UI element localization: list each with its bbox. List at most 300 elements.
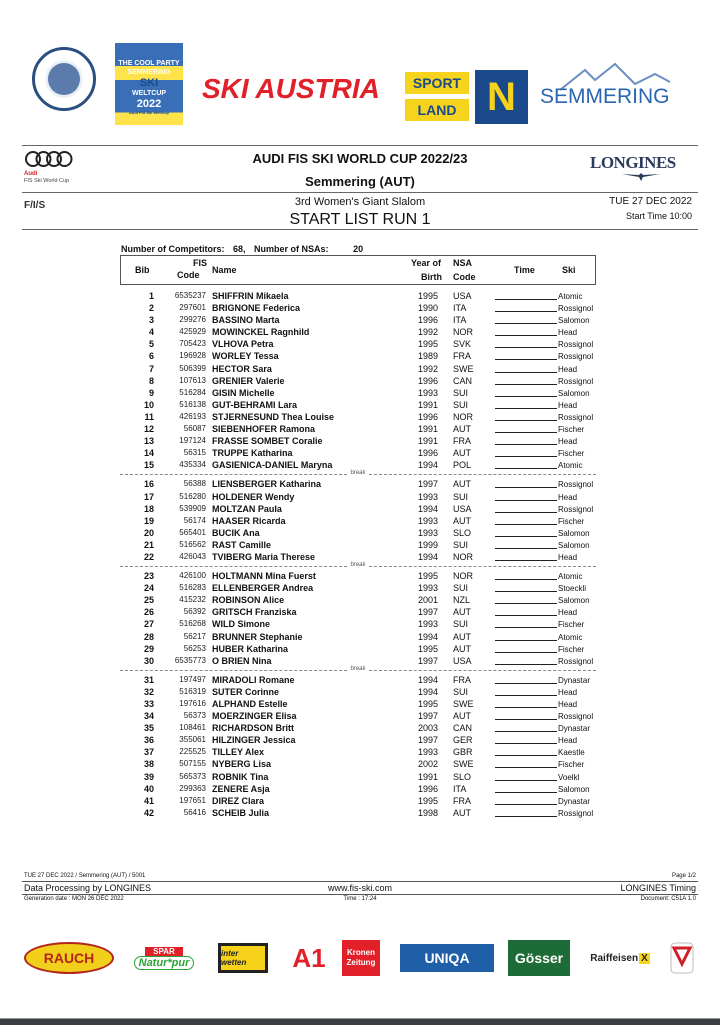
header-rule-top [22, 145, 698, 146]
year-of-birth-cell: 1995 [418, 795, 439, 806]
cool-party-line: WELTCUP [131, 90, 167, 97]
time-blank-line [495, 603, 557, 604]
bib-cell: 19 [143, 515, 154, 526]
name-cell: SUTER Corinne [212, 686, 280, 697]
table-row [120, 631, 596, 643]
nsa-code-cell: SUI [453, 387, 469, 398]
break-separator [120, 471, 596, 478]
bib-cell: 39 [143, 771, 154, 782]
raiffeisen-label: Raiffeisen [590, 952, 639, 964]
year-of-birth-cell: 1994 [418, 631, 439, 642]
ski-brand-cell: Rossignol [558, 376, 594, 386]
year-of-birth-cell: 1997 [418, 735, 439, 746]
rauch-logo: RAUCH [24, 942, 114, 974]
nsa-code-cell: FRA [453, 351, 471, 362]
cool-party-line: SEMMERING [127, 69, 171, 76]
ski-brand-cell: Dynastar [558, 675, 591, 685]
time-blank-line [495, 372, 557, 373]
name-cell: TRUPPE Katharina [212, 448, 293, 459]
fis-code-cell: 506399 [179, 363, 206, 373]
nsa-code-cell: SWE [453, 759, 474, 770]
time-blank-line [495, 755, 557, 756]
uniqa-logo: UNIQA [400, 944, 494, 972]
ski-brand-cell: Fischer [558, 620, 585, 630]
bib-cell: 26 [143, 607, 154, 618]
year-of-birth-cell: 1996 [418, 315, 439, 326]
name-cell: GUT-BEHRAMI Lara [212, 399, 298, 410]
fis-code-cell: 299276 [179, 315, 206, 325]
bib-cell: 28 [143, 631, 154, 642]
nsa-code-cell: SUI [453, 399, 469, 410]
sportland-logo [405, 70, 528, 124]
nsas-label: Number of NSAs: [254, 244, 329, 254]
list-title: START LIST RUN 1 [289, 211, 431, 228]
table-row [120, 674, 596, 686]
time-blank-line [495, 719, 557, 720]
ski-brand-cell: Dynastar [558, 724, 591, 734]
time-blank-line [495, 396, 557, 397]
ski-brand-cell: Head [558, 400, 578, 410]
time-blank-line [495, 804, 557, 805]
name-cell: ROBNIK Tina [212, 771, 269, 782]
competitors-label: Number of Competitors: [121, 244, 225, 254]
time-blank-line [495, 792, 557, 793]
fis-code-cell: 56388 [183, 479, 206, 489]
nsa-code-cell: ITA [453, 783, 467, 794]
ski-brand-cell: Head [558, 437, 578, 447]
nsa-code-cell: SVK [453, 339, 472, 350]
nsa-code-cell: AUT [453, 448, 471, 459]
fis-code-cell: 197124 [179, 436, 206, 446]
fis-code-cell: 539909 [179, 503, 206, 513]
year-of-birth-cell: 1992 [418, 363, 439, 374]
header-nsa-1: NSA [453, 258, 473, 268]
nsa-code-cell: GBR [453, 747, 473, 758]
time-blank-line [495, 591, 557, 592]
fis-code-cell: 6535237 [174, 291, 206, 300]
nsa-code-cell: SWE [453, 699, 474, 709]
time-blank-line [495, 743, 557, 744]
bib-cell: 14 [143, 448, 154, 459]
fis-code-cell: 197651 [179, 795, 206, 805]
time-blank-line [495, 456, 557, 457]
ski-brand-cell: Rossignol [558, 712, 594, 722]
table-row [120, 314, 596, 326]
fis-code-cell: 197616 [179, 699, 206, 708]
time-blank-line [495, 664, 557, 665]
bib-cell: 5 [148, 339, 154, 350]
name-cell: STJERNESUND Thea Louise [212, 411, 335, 422]
nsa-code-cell: SUI [453, 539, 469, 550]
table-row [120, 698, 596, 710]
name-cell: MOLTZAN Paula [212, 503, 282, 514]
bib-cell: 7 [148, 363, 154, 374]
start-time: Start Time 10:00 [625, 211, 692, 221]
bib-cell: 9 [148, 387, 154, 398]
bib-cell: 35 [143, 723, 154, 734]
ski-brand-cell: Head [558, 552, 578, 562]
name-cell: MIRADOLI Romane [212, 674, 295, 685]
fis-code-cell: 426100 [179, 571, 206, 581]
bib-cell: 24 [143, 583, 154, 594]
table-row [120, 527, 596, 539]
ski-brand-cell: Rossignol [558, 504, 594, 514]
name-cell: ELLENBERGER Andrea [212, 583, 314, 594]
year-of-birth-cell: 1991 [418, 424, 439, 435]
ski-brand-cell: Salomon [558, 388, 590, 398]
name-cell: HOLDENER Wendy [212, 491, 295, 502]
table-row [120, 290, 596, 302]
ski-brand-cell: Salomon [558, 784, 590, 794]
name-cell: DIREZ Clara [212, 795, 265, 806]
table-row [120, 539, 596, 551]
bib-cell: 25 [143, 595, 154, 606]
year-of-birth-cell: 1991 [418, 436, 439, 447]
nsa-code-cell: GER [453, 735, 473, 746]
fis-code-cell: 297601 [179, 303, 206, 313]
year-of-birth-cell: 1995 [418, 643, 439, 654]
nsa-code-cell: AUT [453, 807, 471, 818]
bib-cell: 4 [148, 327, 154, 338]
ski-brand-cell: Head [558, 736, 578, 746]
table-row [120, 643, 596, 655]
footer-generation-date: Generation date : MON 26 DEC 2022 [24, 896, 124, 902]
time-blank-line [495, 384, 557, 385]
footer-document: Document: C51A 1.0 [640, 896, 696, 902]
name-cell: WILD Simone [212, 619, 270, 630]
gosser-logo: Gösser [508, 940, 570, 976]
table-row [120, 503, 596, 515]
ski-brand-cell: Rossignol [558, 340, 594, 350]
fis-code-cell: 56217 [183, 631, 206, 641]
nsa-code-cell: FRA [453, 674, 471, 685]
raiffeisen-cross-icon: X [641, 952, 648, 964]
bib-cell: 17 [143, 491, 154, 502]
kronen-label: Kronen [347, 948, 375, 957]
ski-brand-cell: Fischer [558, 516, 585, 526]
table-row [120, 771, 596, 783]
time-blank-line [495, 560, 557, 561]
time-blank-line [495, 468, 557, 469]
event-title: AUDI FIS SKI WORLD CUP 2022/23 [252, 151, 468, 166]
name-cell: VLHOVA Petra [212, 339, 274, 350]
name-cell: TILLEY Alex [212, 747, 265, 758]
ski-brand-cell: Voelkl [558, 772, 580, 782]
fis-code-cell: 705423 [179, 339, 206, 349]
name-cell: TVIBERG Maria Therese [212, 551, 316, 562]
interwetten-logo: inter wetten [218, 943, 268, 973]
year-of-birth-cell: 1994 [418, 460, 439, 471]
year-of-birth-cell: 1993 [418, 527, 439, 538]
header-rule-bottom [22, 229, 698, 230]
fis-code-cell: 197497 [179, 674, 206, 684]
nsa-code-cell: AUT [453, 515, 471, 526]
name-cell: SHIFFRIN Mikaela [212, 291, 289, 301]
name-cell: HILZINGER Jessica [212, 735, 296, 746]
kronen-zeitung-logo [342, 940, 380, 976]
year-of-birth-cell: 1993 [418, 747, 439, 758]
raiffeisen-logo [582, 940, 658, 976]
fis-code-cell: 299363 [179, 783, 206, 793]
nsa-code-cell: NOR [453, 411, 473, 422]
header-time: Time [514, 265, 535, 275]
time-blank-line [495, 615, 557, 616]
time-blank-line [495, 444, 557, 445]
time-blank-line [495, 524, 557, 525]
time-blank-line [495, 487, 557, 488]
nsa-code-cell: POL [453, 460, 472, 471]
nsa-code-cell: NZL [453, 595, 471, 606]
table-row [120, 570, 596, 582]
audi-subtitle: FIS Ski World Cup [24, 178, 70, 184]
name-cell: GRITSCH Franziska [212, 607, 297, 618]
table-row [120, 363, 596, 375]
spar-label: SPAR [145, 947, 183, 956]
footer-rule-top [22, 881, 698, 882]
bib-cell: 23 [143, 571, 154, 582]
year-of-birth-cell: 1996 [418, 448, 439, 459]
ski-brand-cell: Atomic [558, 632, 583, 642]
bib-cell: 22 [143, 551, 154, 562]
table-row [120, 491, 596, 503]
table-row [120, 375, 596, 387]
name-cell: RAST Camille [212, 539, 272, 550]
year-of-birth-cell: 1991 [418, 399, 439, 410]
nsa-code-cell: CAN [453, 723, 473, 734]
year-of-birth-cell: 1997 [418, 607, 439, 618]
cool-party-line: SKI [139, 77, 159, 89]
name-cell: GISIN Michelle [212, 387, 275, 398]
name-cell: GRENIER Valerie [212, 375, 285, 386]
ski-brand-cell: Salomon [558, 540, 590, 550]
table-row [120, 618, 596, 630]
fis-code-cell: 565401 [179, 527, 206, 537]
name-cell: HAASER Ricarda [212, 515, 286, 526]
header-yob-1: Year of [411, 258, 442, 268]
year-of-birth-cell: 1996 [418, 411, 439, 422]
table-row [120, 302, 596, 314]
time-blank-line [495, 420, 557, 421]
bib-cell: 33 [143, 699, 154, 709]
nsa-code-cell: AUT [453, 607, 471, 618]
time-blank-line [495, 780, 557, 781]
footer-data-processing: Data Processing by LONGINES [24, 883, 152, 893]
nsas-count: 20 [353, 244, 364, 254]
nsa-code-cell: NOR [453, 551, 473, 562]
name-cell: GASIENICA-DANIEL Maryna [212, 460, 333, 471]
time-blank-line [495, 731, 557, 732]
fis-code-cell: 108461 [179, 723, 206, 733]
ski-brand-cell: Head [558, 687, 578, 697]
fis-code-cell: 435334 [179, 460, 206, 470]
nsa-code-cell: SLO [453, 771, 472, 782]
ski-brand-cell: Salomon [558, 528, 590, 538]
table-row [120, 606, 596, 618]
name-cell: HOLTMANN Mina Fuerst [212, 571, 316, 582]
bib-cell: 31 [143, 674, 154, 685]
longines-logo: LONGINES [590, 153, 676, 172]
ski-brand-cell: Head [558, 492, 578, 502]
cool-party-line: THE COOL PARTY [118, 60, 180, 67]
time-blank-line [495, 579, 557, 580]
nsa-code-cell: USA [453, 291, 472, 301]
table-row [120, 435, 596, 447]
header-ski: Ski [562, 265, 576, 275]
time-blank-line [495, 816, 557, 817]
fis-code-cell: 507155 [179, 759, 206, 769]
nsa-code-cell: FRA [453, 436, 471, 447]
bib-cell: 13 [143, 436, 154, 447]
nsa-code-cell: FRA [453, 795, 471, 806]
semmering-logo: SEMMERING [540, 85, 670, 108]
year-of-birth-cell: 1994 [418, 503, 439, 514]
name-cell: RICHARDSON Britt [212, 723, 294, 734]
competitors-count: 68, [233, 244, 246, 254]
time-blank-line [495, 767, 557, 768]
year-of-birth-cell: 1993 [418, 583, 439, 594]
fis-code-cell: 56416 [183, 807, 206, 817]
year-of-birth-cell: 1993 [418, 387, 439, 398]
name-cell: NYBERG Lisa [212, 759, 272, 770]
year-of-birth-cell: 1997 [418, 655, 439, 666]
name-cell: SIEBENHOFER Ramona [212, 424, 316, 435]
time-blank-line [495, 536, 557, 537]
venue-title: Semmering (AUT) [305, 174, 415, 189]
year-of-birth-cell: 1990 [418, 303, 439, 314]
bib-cell: 40 [143, 783, 154, 794]
fis-code-cell: 516284 [179, 387, 206, 397]
ski-brand-cell: Head [558, 364, 578, 374]
time-blank-line [495, 627, 557, 628]
cool-party-logo [115, 43, 183, 125]
ski-brand-cell: Stoeckli [558, 584, 587, 594]
bib-cell: 36 [143, 735, 154, 746]
year-of-birth-cell: 1999 [418, 539, 439, 550]
ski-brand-cell: Head [558, 700, 578, 709]
name-cell: LIENSBERGER Katharina [212, 479, 322, 490]
fis-code-cell: 56174 [183, 515, 206, 525]
name-cell: ALPHAND Estelle [212, 699, 288, 709]
fis-code-cell: 6535773 [174, 655, 206, 665]
nsa-code-cell: SUI [453, 686, 469, 697]
ski-austria-logo: SKI AUSTRIA [202, 73, 380, 104]
nsa-code-cell: SUI [453, 491, 469, 502]
footer-rule-bottom [22, 894, 698, 895]
ski-brand-cell: Rossignol [558, 656, 594, 666]
bib-cell: 10 [143, 399, 154, 410]
header-yob-2: Birth [421, 272, 442, 282]
table-header [120, 255, 596, 285]
bib-cell: 18 [143, 503, 154, 514]
bib-cell: 16 [143, 479, 154, 490]
fis-code-cell: 426043 [179, 551, 206, 561]
time-blank-line [495, 311, 557, 312]
zeitung-label: Zeitung [346, 958, 376, 967]
break-label: break [350, 562, 366, 569]
ski-brand-cell: Atomic [558, 292, 583, 301]
name-cell: HUBER Katharina [212, 643, 289, 654]
nsa-code-cell: AUT [453, 631, 471, 642]
year-of-birth-cell: 1994 [418, 551, 439, 562]
bib-cell: 21 [143, 539, 154, 550]
ski-brand-cell: Salomon [558, 596, 590, 606]
ski-brand-cell: Dynastar [558, 796, 591, 806]
table-row [120, 447, 596, 459]
natur-pur-label: Natur*pur [134, 956, 195, 970]
fis-code-cell: 516283 [179, 583, 206, 593]
year-of-birth-cell: 1997 [418, 711, 439, 722]
footer-page: Page 1/2 [671, 873, 696, 879]
race-date: TUE 27 DEC 2022 [609, 196, 692, 207]
table-row [120, 326, 596, 338]
name-cell: WORLEY Tessa [212, 351, 279, 362]
table-row [120, 686, 596, 698]
table-row [120, 722, 596, 734]
table-row [120, 783, 596, 795]
table-row [120, 582, 596, 594]
footer-timing: LONGINES Timing [620, 883, 696, 893]
nsa-code-cell: AUT [453, 643, 471, 654]
bib-cell: 20 [143, 527, 154, 538]
name-cell: ZENERE Asja [212, 783, 270, 794]
nsa-code-cell: SUI [453, 619, 469, 630]
time-blank-line [495, 548, 557, 549]
a1-logo: A1 [292, 942, 326, 973]
time-blank-line [495, 347, 557, 348]
table-row [120, 350, 596, 362]
fis-code-cell: 516268 [179, 619, 206, 629]
bib-cell: 27 [143, 619, 154, 630]
year-of-birth-cell: 1994 [418, 686, 439, 697]
ski-brand-cell: Fischer [558, 644, 585, 654]
ski-brand-cell: Fischer [558, 425, 585, 435]
fis-code-cell: 56392 [183, 607, 206, 617]
bib-cell: 34 [143, 711, 154, 722]
footer-time: Time : 17:24 [343, 896, 377, 902]
time-blank-line [495, 335, 557, 336]
break-separator [120, 563, 596, 570]
time-blank-line [495, 432, 557, 433]
time-blank-line [495, 707, 557, 708]
time-blank-line [495, 512, 557, 513]
ski-brand-cell: Salomon [558, 316, 590, 326]
bib-cell: 32 [143, 686, 154, 697]
table-row [120, 411, 596, 423]
year-of-birth-cell: 1995 [418, 291, 439, 301]
bib-cell: 6 [148, 351, 154, 362]
ski-brand-cell: Fischer [558, 449, 585, 459]
header-rule-middle [22, 192, 698, 193]
ski-brand-cell: Kaestle [558, 748, 585, 758]
year-of-birth-cell: 1993 [418, 515, 439, 526]
fis-code-cell: 107613 [179, 375, 206, 385]
year-of-birth-cell: 1994 [418, 674, 439, 685]
footer-race-info: TUE 27 DEC 2022 / Semmering (AUT) / 5001 [24, 873, 146, 879]
header-bib: Bib [135, 265, 150, 275]
start-list [120, 290, 596, 819]
audi-label: Audi [24, 171, 38, 177]
year-of-birth-cell: 1993 [418, 491, 439, 502]
table-row [120, 478, 596, 490]
year-of-birth-cell: 1996 [418, 783, 439, 794]
fis-code-cell: 56373 [183, 711, 206, 721]
table-row [120, 594, 596, 606]
table-row [120, 710, 596, 722]
nsa-code-cell: ITA [453, 303, 467, 314]
bib-cell: 3 [148, 315, 154, 326]
year-of-birth-cell: 1995 [418, 339, 439, 350]
year-of-birth-cell: 1998 [418, 807, 439, 818]
